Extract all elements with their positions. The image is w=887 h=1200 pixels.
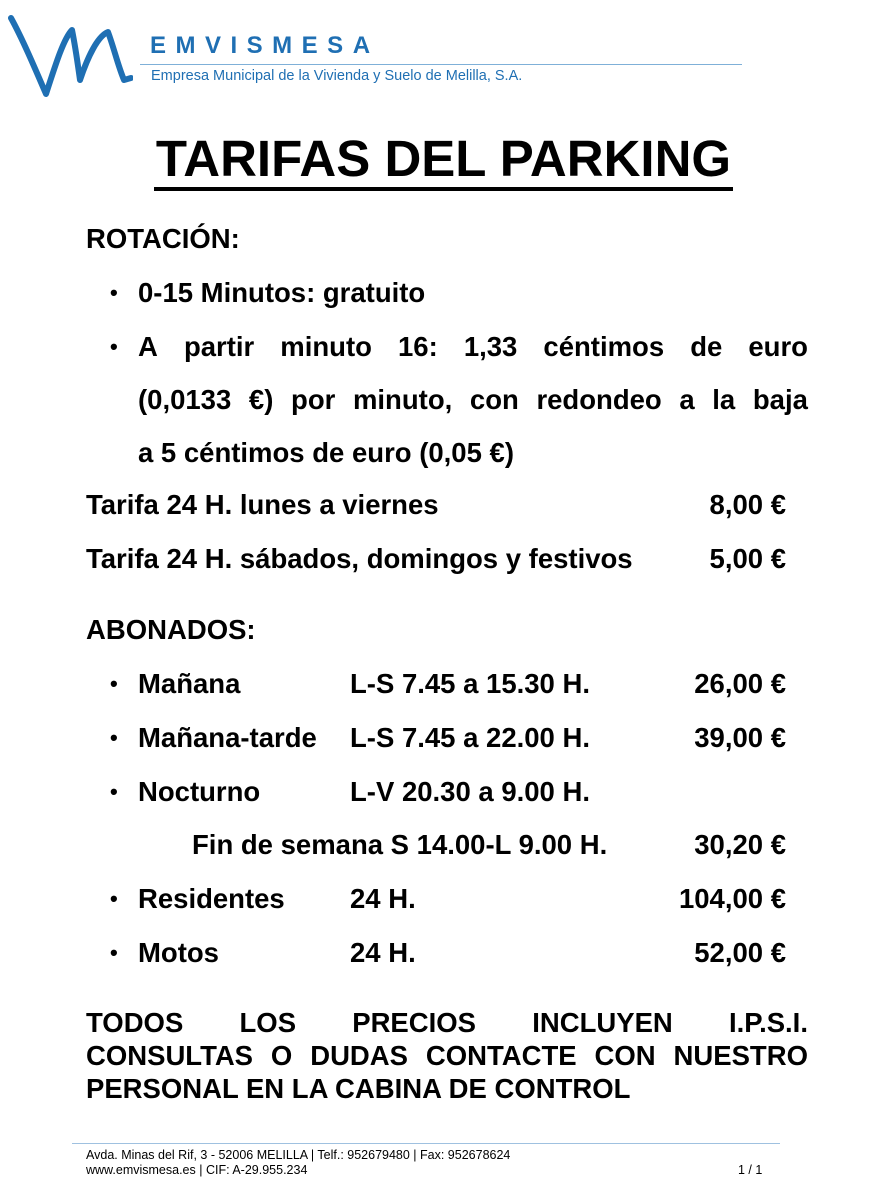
notice-line-1: TODOS LOS PRECIOS INCLUYEN I.P.S.I.	[86, 1007, 808, 1038]
abonado-schedule: L-S 7.45 a 15.30 H.	[350, 668, 590, 699]
vm-wave-logo-icon	[8, 8, 133, 100]
abonado-weekend-schedule: Fin de semana S 14.00-L 9.00 H.	[192, 829, 608, 860]
footer-web: www.emvismesa.es | CIF: A-29.955.234	[86, 1163, 308, 1177]
bullet-icon: •	[110, 334, 118, 359]
tarifa-weekend-price: 5,00 €	[709, 543, 786, 574]
bullet-icon: •	[110, 886, 118, 911]
notice-line-3: PERSONAL EN LA CABINA DE CONTROL	[86, 1073, 631, 1104]
abonado-price: 52,00 €	[694, 937, 786, 968]
abonado-schedule: 24 H.	[350, 937, 416, 968]
footer-page-number: 1 / 1	[738, 1163, 763, 1177]
footer-address: Avda. Minas del Rif, 3 - 52006 MELILLA | Telf.: 952679480 | Fax: 952678624	[86, 1148, 511, 1162]
brand-subtitle: Empresa Municipal de la Vivienda y Suelo de Melilla, S.A.	[151, 68, 523, 84]
abonado-name: Residentes	[138, 883, 285, 914]
page-title: TARIFAS DEL PARKING	[0, 128, 887, 190]
abonado-schedule: L-S 7.45 a 22.00 H.	[350, 722, 590, 753]
abonado-price: 39,00 €	[694, 722, 786, 753]
footer-divider	[72, 1143, 780, 1144]
notice-line-2: CONSULTAS O DUDAS CONTACTE CON NUESTRO	[86, 1040, 808, 1071]
rotacion-heading: ROTACIÓN:	[86, 223, 240, 254]
rotacion-rate-line-1: A partir minuto 16: 1,33 céntimos de euro	[138, 331, 808, 362]
tarifa-weekday-label: Tarifa 24 H. lunes a viernes	[86, 489, 439, 520]
abonado-weekend-price: 30,20 €	[694, 829, 786, 860]
rotacion-rate-line-2: (0,0133 €) por minuto, con redondeo a la baja	[138, 384, 808, 415]
header-divider	[140, 64, 742, 65]
bullet-icon: •	[110, 280, 118, 305]
abonado-name: Mañana-tarde	[138, 722, 317, 753]
rotacion-free-minutes: 0-15 Minutos: gratuito	[138, 277, 426, 308]
abonado-name: Motos	[138, 937, 219, 968]
bullet-icon: •	[110, 779, 118, 804]
bullet-icon: •	[110, 671, 118, 696]
abonados-heading: ABONADOS:	[86, 614, 256, 645]
brand-name: EMVISMESA	[150, 32, 380, 59]
rotacion-rate-line-3: a 5 céntimos de euro (0,05 €)	[138, 437, 514, 468]
abonado-name: Nocturno	[138, 776, 261, 807]
abonado-schedule: L-V 20.30 a 9.00 H.	[350, 776, 590, 807]
abonado-price: 26,00 €	[694, 668, 786, 699]
abonado-price: 104,00 €	[678, 883, 786, 914]
bullet-icon: •	[110, 940, 118, 965]
tarifa-weekday-price: 8,00 €	[709, 489, 786, 520]
abonado-schedule: 24 H.	[350, 883, 416, 914]
tarifa-weekend-label: Tarifa 24 H. sábados, domingos y festivos	[86, 543, 633, 574]
bullet-icon: •	[110, 725, 118, 750]
abonado-name: Mañana	[138, 668, 241, 699]
